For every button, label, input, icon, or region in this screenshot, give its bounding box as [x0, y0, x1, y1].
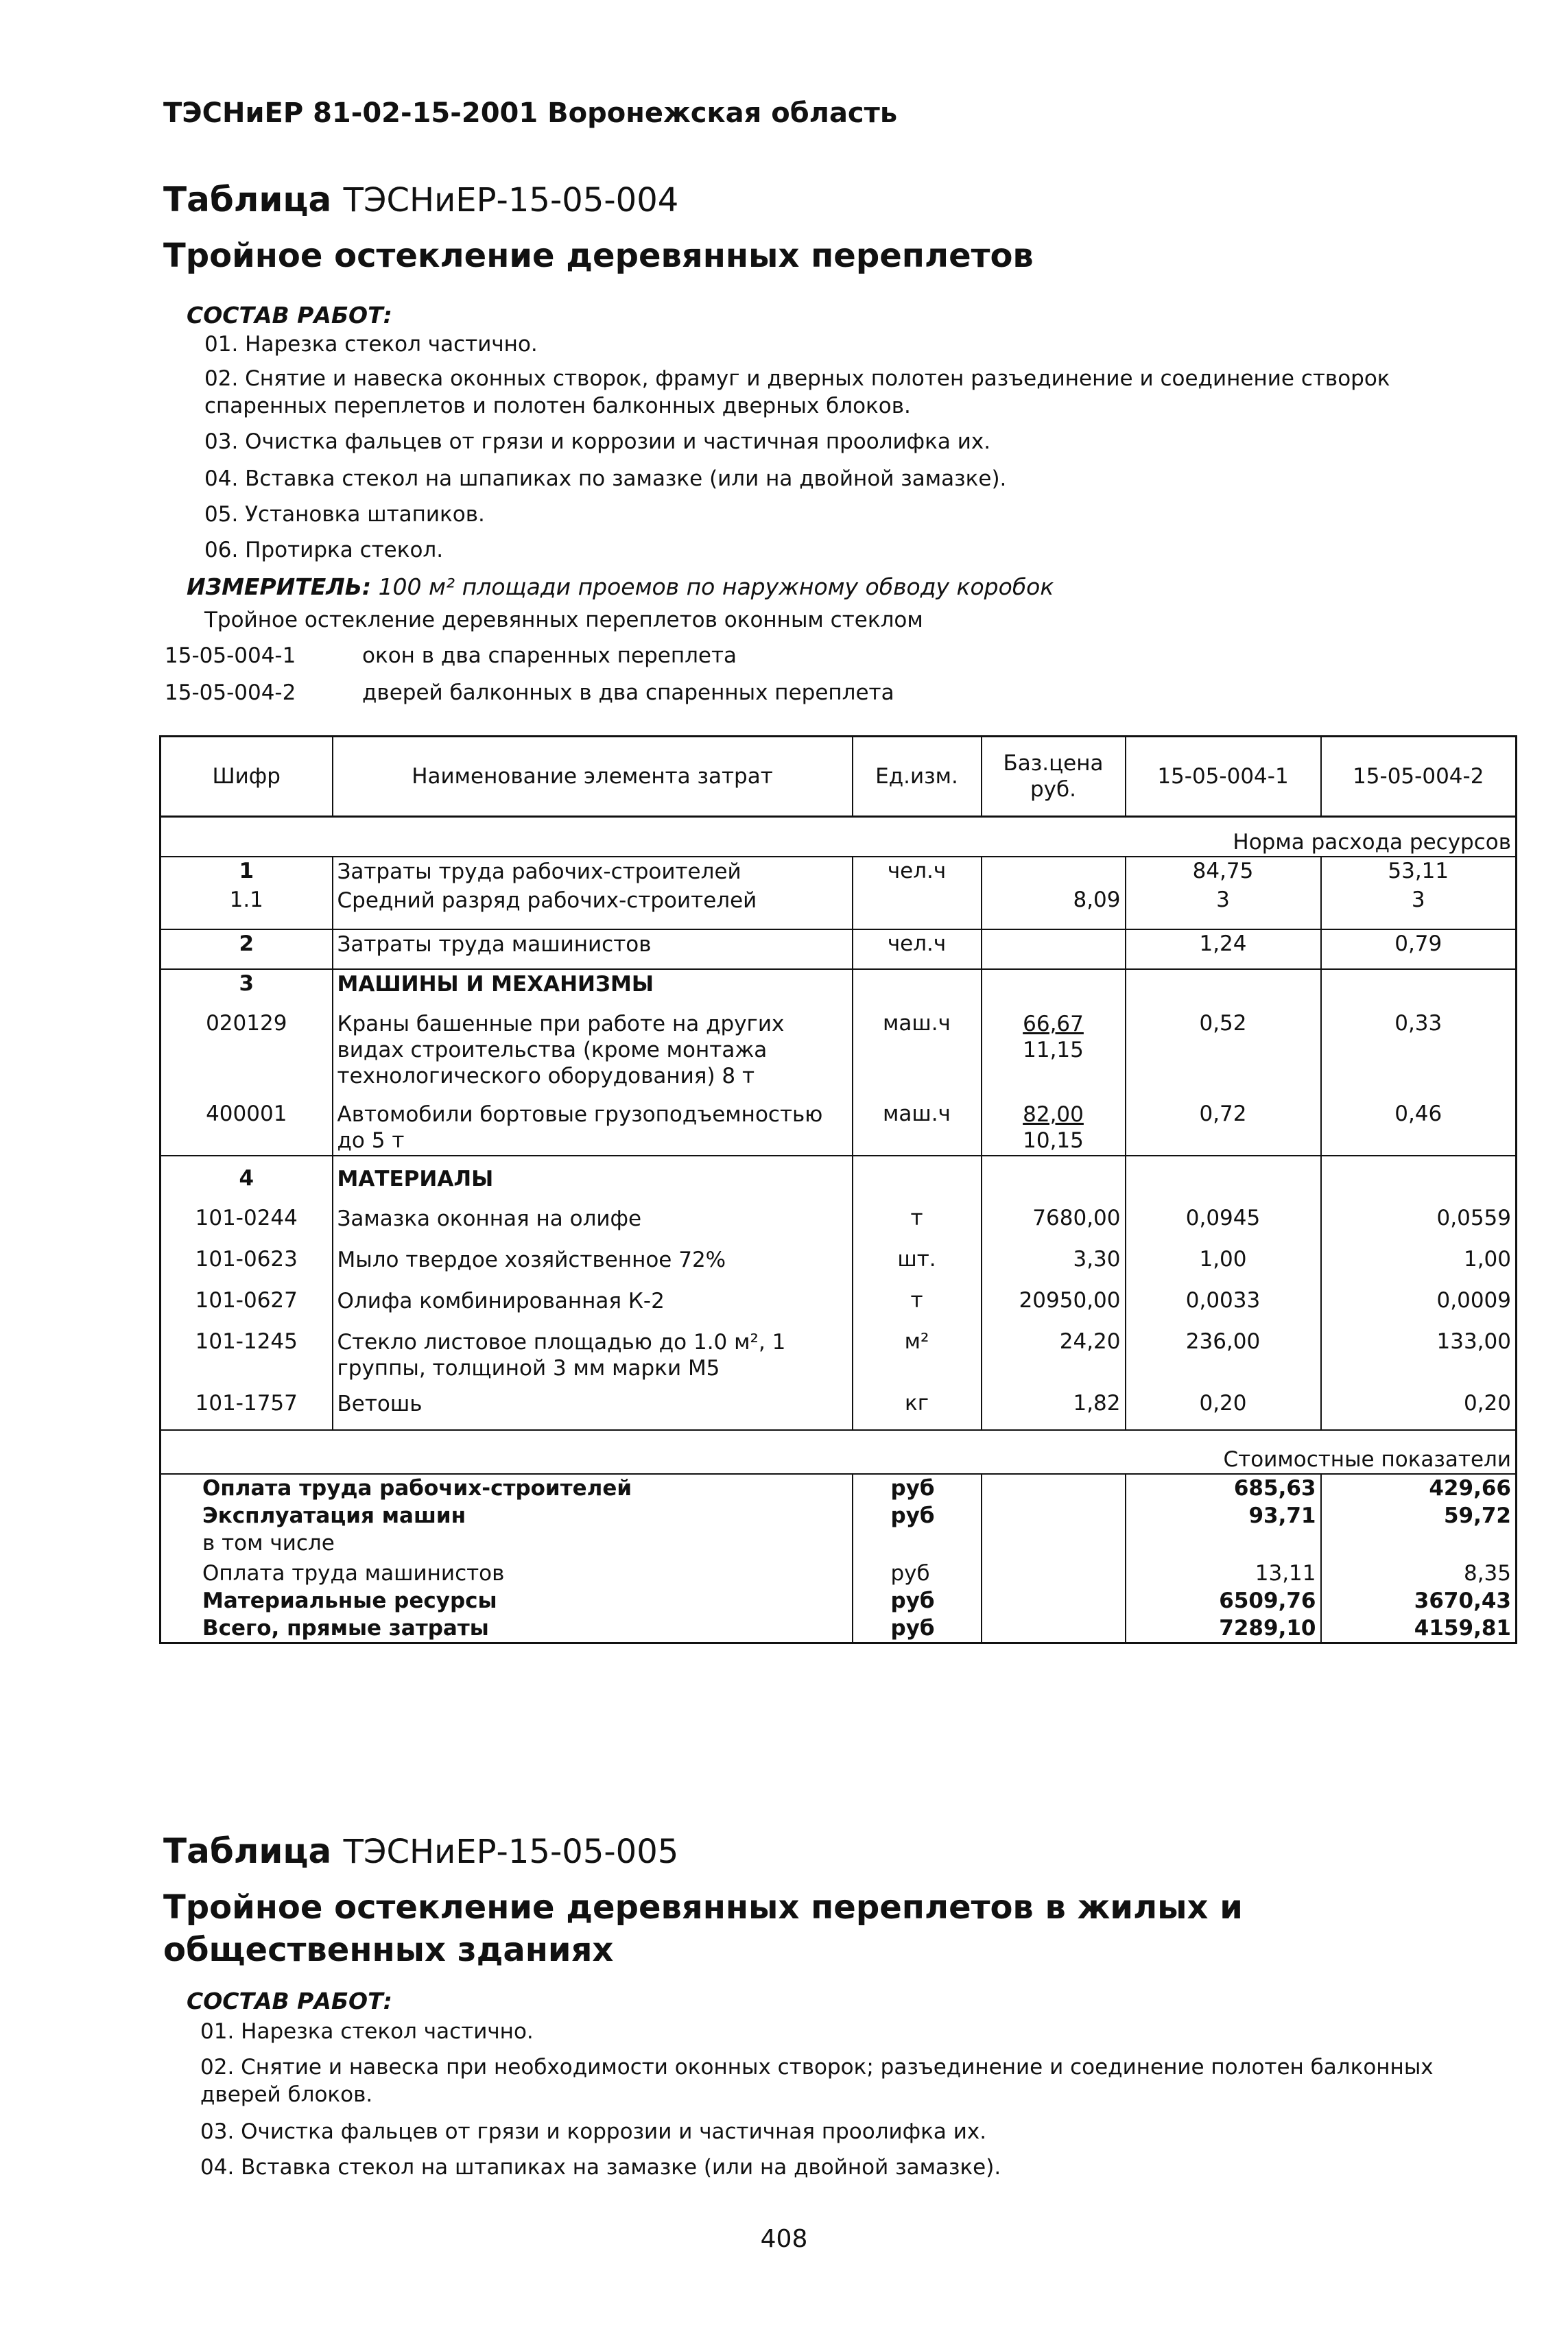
table2-work-2: 02. Снятие и навеска при необходимости оконных створок; разъединение и соединение полотен балконных дверей блоков.: [200, 2055, 1434, 2107]
table-header-row: [161, 737, 1517, 817]
row-price: 8,09: [982, 886, 1126, 929]
table1-group-text: Тройное остекление деревянных переплетов оконным стеклом: [204, 608, 923, 632]
row-value-2: 0,0009: [1436, 1288, 1511, 1313]
row-price: 7680,00: [982, 1204, 1126, 1246]
row-unit: чел.ч: [853, 929, 982, 969]
cost-row-total: [161, 1615, 1517, 1643]
col-header-code: Шифр: [161, 737, 333, 817]
table-row: [161, 886, 1517, 929]
row-value-1: 236,00: [1126, 1328, 1321, 1383]
cost-unit: руб: [853, 1560, 982, 1587]
col-header-variant-1: 15-05-004-1: [1126, 737, 1321, 817]
cost-row: [161, 1474, 1517, 1502]
cost-row: [161, 1587, 1517, 1615]
row-unit: маш.ч: [853, 1010, 982, 1091]
table1-work-1: 01. Нарезка стекол частично.: [204, 332, 538, 357]
row-name: Краны башенные при работе на других видах строительства (кроме монтажа технологического оборудования) 8 т: [333, 1010, 853, 1091]
table1-work-3: 03. Очистка фальцев от грязи и коррозии и частичная проолифка их.: [204, 429, 991, 454]
table-row: [161, 1091, 1517, 1156]
section-row-machines: [161, 969, 1517, 1010]
table-row: [161, 1287, 1517, 1328]
table1-heading: [163, 180, 678, 219]
row-value-2: 133,00: [1436, 1329, 1511, 1354]
table1-code: ТЭСНиЕР-15-05-004: [343, 181, 679, 219]
table1-work-2: 02. Снятие и навеска оконных створок, фрамуг и дверных полотен разъединение и соединение створок спаренных переплетов и полотен балконных дверных блоков.: [204, 366, 1390, 418]
cost-unit: руб: [853, 1502, 982, 1529]
cost-value-2: 4159,81: [1414, 1616, 1511, 1641]
document-header: ТЭСНиЕР 81-02-15-2001 Воронежская область: [163, 97, 898, 129]
row-price: [982, 929, 1126, 969]
row-code: 020129: [161, 1010, 333, 1091]
table1-work-5: 05. Установка штапиков.: [204, 502, 485, 527]
cost-value-1: 13,11: [1126, 1560, 1321, 1587]
row-value-1: 0,52: [1126, 1010, 1321, 1091]
row-value-2: 0,79: [1321, 929, 1517, 969]
page-number: 408: [760, 2225, 808, 2253]
row-code: 101-0244: [161, 1204, 333, 1246]
row-unit: маш.ч: [853, 1091, 982, 1156]
cost-unit: руб: [853, 1474, 982, 1502]
row-unit: [853, 886, 982, 929]
col-header-name: Наименование элемента затрат: [333, 737, 853, 817]
row-code: 1.1: [161, 886, 333, 929]
row-code: 2: [161, 929, 333, 969]
table2-title: Тройное остекление деревянных переплетов в жилых и общественных зданиях: [163, 1888, 1243, 1969]
col-header-price: Баз.цена руб.: [982, 737, 1126, 817]
cost-value-2: 429,66: [1429, 1476, 1511, 1501]
row-name: Олифа комбинированная К-2: [333, 1287, 853, 1328]
cost-band-label: Стоимостные показатели: [161, 1430, 1517, 1474]
row-code: 101-1757: [161, 1383, 333, 1430]
table2-work-label: СОСТАВ РАБОТ:: [187, 1988, 392, 2014]
row-name: Мыло твердое хозяйственное 72%: [333, 1246, 853, 1287]
cost-value-1: 7289,10: [1126, 1615, 1321, 1643]
row-code: 400001: [161, 1091, 333, 1156]
row-unit: м²: [853, 1328, 982, 1383]
cost-value-2: 8,35: [1463, 1561, 1511, 1586]
row-code: 101-1245: [161, 1328, 333, 1383]
cost-value-2: 3670,43: [1414, 1588, 1511, 1613]
table2-prefix: Таблица: [163, 1831, 332, 1871]
col-header-unit: Ед.изм.: [853, 737, 982, 817]
table2-code: ТЭСНиЕР-15-05-005: [343, 1833, 679, 1871]
row-value-2: 3: [1411, 888, 1425, 912]
cost-value-2: 59,72: [1443, 1503, 1511, 1528]
row-name: Замазка оконная на олифе: [333, 1204, 853, 1246]
table-row: [161, 1328, 1517, 1383]
cost-name: Оплата труда рабочих-строителей: [161, 1474, 853, 1502]
table1-measure-label: ИЗМЕРИТЕЛЬ:: [187, 573, 372, 600]
row-price: 3,30: [982, 1246, 1126, 1287]
section-name: МАШИНЫ И МЕХАНИЗМЫ: [333, 969, 853, 1010]
row-code: 101-0627: [161, 1287, 333, 1328]
row-value-1: 0,0945: [1126, 1204, 1321, 1246]
row-value-1: 84,75: [1126, 857, 1321, 886]
price-top: 82,00: [1023, 1102, 1084, 1127]
table1-work-4: 04. Вставка стекол на шпапиках по замазке (или на двойной замазке).: [204, 466, 1007, 491]
row-value-2: 1,00: [1463, 1247, 1511, 1272]
table2-work-1: 01. Нарезка стекол частично.: [200, 2019, 534, 2044]
cost-row: [161, 1502, 1517, 1529]
norm-band-label: Норма расхода ресурсов: [161, 817, 1517, 857]
table-row: [161, 1010, 1517, 1091]
cost-value-1: 93,71: [1126, 1502, 1321, 1529]
cost-value-1: [1126, 1529, 1321, 1560]
row-value-1: 1,24: [1126, 929, 1321, 969]
table-row: [161, 1383, 1517, 1430]
section-row-materials: [161, 1156, 1517, 1204]
cost-name: Эксплуатация машин: [161, 1502, 853, 1529]
table2-work-4: 04. Вставка стекол на штапиках на замазке (или на двойной замазке).: [200, 2155, 1001, 2180]
section-code: 3: [161, 969, 333, 1010]
row-unit: кг: [853, 1383, 982, 1430]
table1-work-label: СОСТАВ РАБОТ:: [187, 302, 392, 329]
price-top: 66,67: [1023, 1012, 1084, 1036]
table1-work-6: 06. Протирка стекол.: [204, 538, 444, 562]
row-name: Стекло листовое площадью до 1.0 м², 1 группы, толщиной 3 мм марки М5: [333, 1328, 853, 1383]
row-price: [982, 1091, 1126, 1156]
variant-code-1: 15-05-004-1: [165, 643, 296, 668]
cost-unit: [853, 1529, 982, 1560]
cost-name: Материальные ресурсы: [161, 1587, 853, 1615]
row-name: Затраты труда рабочих-строителей: [333, 857, 853, 886]
col-header-variant-2: 15-05-004-2: [1321, 737, 1517, 817]
row-unit: т: [853, 1287, 982, 1328]
variant-code-2: 15-05-004-2: [165, 680, 296, 705]
price-bottom: 10,15: [1023, 1128, 1084, 1153]
cost-name: в том числе: [161, 1529, 853, 1560]
row-value-1: 1,00: [1126, 1246, 1321, 1287]
row-name: Автомобили бортовые грузоподъемностью до 5 т: [333, 1091, 853, 1156]
table2-heading: [163, 1831, 678, 1871]
row-unit: т: [853, 1204, 982, 1246]
cost-name: Всего, прямые затраты: [161, 1615, 853, 1643]
table2-work-3: 03. Очистка фальцев от грязи и коррозии и частичная проолифка их.: [200, 2119, 987, 2144]
cost-value-1: 6509,76: [1126, 1587, 1321, 1615]
row-price: [982, 857, 1126, 886]
row-value-2: 0,0559: [1436, 1206, 1511, 1230]
row-name: Средний разряд рабочих-строителей: [333, 886, 853, 929]
table-row: [161, 1204, 1517, 1246]
section-code: 4: [161, 1156, 333, 1204]
cost-unit: руб: [853, 1587, 982, 1615]
row-name: Ветошь: [333, 1383, 853, 1430]
row-price: 20950,00: [982, 1287, 1126, 1328]
cost-band-row: [161, 1430, 1517, 1474]
table1-prefix: Таблица: [163, 180, 332, 219]
table-row: [161, 1246, 1517, 1287]
row-code: 101-0623: [161, 1246, 333, 1287]
row-name: Затраты труда машинистов: [333, 929, 853, 969]
row-price: [982, 1010, 1126, 1091]
resource-table: [159, 735, 1517, 1644]
table1-measure-text: 100 м² площади проемов по наружному обводу коробок: [378, 573, 1054, 600]
cost-value-2: [1321, 1529, 1517, 1560]
row-unit: чел.ч: [853, 857, 982, 886]
price-bottom: 11,15: [1023, 1038, 1084, 1062]
row-value-2: 0,33: [1394, 1011, 1442, 1036]
row-value-2: 0,20: [1463, 1391, 1511, 1416]
table-row: [161, 929, 1517, 969]
row-value-1: 0,72: [1126, 1091, 1321, 1156]
table1-measure: [187, 573, 1054, 600]
row-value-2: 53,11: [1388, 859, 1449, 883]
row-code: 1: [161, 857, 333, 886]
cost-value-1: 685,63: [1126, 1474, 1321, 1502]
cost-row: [161, 1560, 1517, 1587]
variant-text-2: дверей балконных в два спаренных переплета: [362, 680, 894, 705]
row-value-1: 3: [1126, 886, 1321, 929]
row-value-2: 0,46: [1394, 1102, 1442, 1126]
row-price: 1,82: [982, 1383, 1126, 1430]
cost-row: [161, 1529, 1517, 1560]
row-value-1: 0,0033: [1126, 1287, 1321, 1328]
row-unit: шт.: [853, 1246, 982, 1287]
variant-text-1: окон в два спаренных переплета: [362, 643, 737, 668]
table-row: [161, 857, 1517, 886]
table1-title: Тройное остекление деревянных переплетов: [163, 237, 1034, 275]
cost-unit: руб: [853, 1615, 982, 1643]
cost-name: Оплата труда машинистов: [161, 1560, 853, 1587]
section-name: МАТЕРИАЛЫ: [333, 1156, 853, 1204]
row-value-1: 0,20: [1126, 1383, 1321, 1430]
row-price: 24,20: [982, 1328, 1126, 1383]
norm-band-row: [161, 817, 1517, 857]
